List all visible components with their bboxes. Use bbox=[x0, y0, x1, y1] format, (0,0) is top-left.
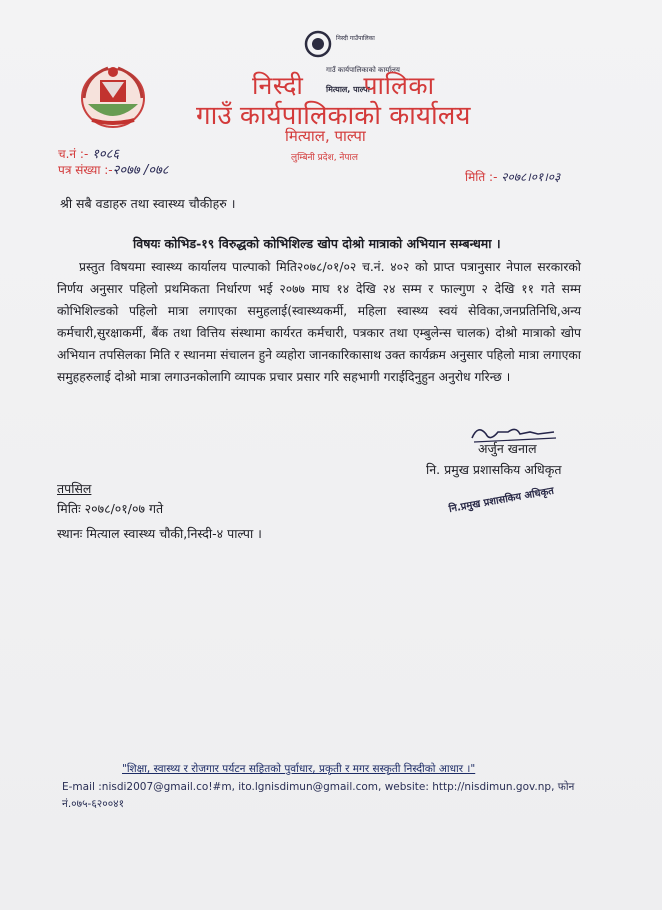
office-title: गाउँ कार्यपालिकाको कार्यालय bbox=[196, 101, 471, 131]
dispatch-number-value: १०८६ bbox=[92, 147, 120, 162]
letter-number bbox=[58, 160, 169, 178]
signer-designation: नि. प्रमुख प्रशासकिय अधिकृत bbox=[426, 462, 562, 477]
subject-line: विषयः कोभिड-१९ विरुद्धको कोभिशिल्ड खोप दोश्रो मात्राको अभियान सम्बन्धमा । bbox=[133, 236, 501, 251]
svg-text:निस्दी गाउँपालिका: निस्दी गाउँपालिका bbox=[336, 35, 375, 42]
footer-contact: E-mail :nisdi2007@gmail.co!#m, ito.lgnisdimun@gmail.com, website: http://nisdimun.gov.np, फोन नं.०७५-६२००४१ bbox=[62, 781, 575, 810]
svg-text:गाउँ कार्यपालिकाको कार्यालय: गाउँ कार्यपालिकाको कार्यालय bbox=[326, 66, 400, 74]
signer-name: अर्जुन खनाल bbox=[478, 441, 537, 456]
letter-number-label: पत्र संख्या :- bbox=[58, 163, 113, 177]
svg-text:नि.प्रमुख प्रशासकिय अधिकृत: नि.प्रमुख प्रशासकिय अधिकृत bbox=[448, 485, 555, 516]
letter-date-label: मिति :- bbox=[465, 170, 498, 184]
svg-text:मित्याल, पाल्पा: मित्याल, पाल्पा bbox=[326, 85, 370, 94]
letter-body: प्रस्तुत विषयमा स्वास्थ्य कार्यालय पाल्पाको मिति२०७८/०१/०२ च.नं. ४०२ को प्राप्त पत्रानुसार नेपाल सरकारको निर्णय अनुसार पहिलो प्रथमिकता निर्धारण भई २०७७ माघ १४ देखि २४ सम्म र फाल्गुण २ देखि ११ गते सम्म कोभिशिल्डको पहिलो मात्रा लगाएका समुहलाई(स्वास्थ्यकर्मी, महिला स्वास्थ्य स्वयं सेविका,जनप्रतिनिधि,अन्य कर्मचारी,सुरक्षाकर्मी, बैंक तथा वित्तिय संस्थामा कार्यरत कर्मचारी, पत्रकार तथा एम्बुलेन्स चालक) दोश्रो मात्राको खोप अभियान तपसिलका मिति र स्थानमा संचालन हुने व्यहोरा जानकारिकासाथ उक्त कार्यक्रम अनुसार पहिलो मात्रा लगाएका समुहहरुलाई दोश्रो मात्रा लगाउनकोलागि व्यापक प्रचार प्रसार गरि सहभागी गराईदिनुहुन अनुरोध गरिन्छ । bbox=[57, 260, 581, 384]
dispatch-number-label: च.नं :- bbox=[58, 147, 89, 161]
footer-motto: "शिक्षा, स्वास्थ्य र रोजगार पर्यटन सहितको पुर्वाधार, प्रकृती र मगर सस्कृती निस्दीको आधार ।" bbox=[122, 763, 476, 775]
office-name-suffix: पालिका bbox=[363, 71, 435, 100]
schedule-date: मितिः २०७८/०१/०७ गते bbox=[57, 501, 164, 516]
office-location: मित्याल, पाल्पा bbox=[285, 127, 366, 145]
letter-number-value: २०७७ /०७८ bbox=[112, 163, 169, 178]
letter-date-value: २०७८।०१।०३ bbox=[501, 170, 561, 184]
office-name-prefix: निस्दी bbox=[252, 71, 304, 100]
office-province: लुम्बिनी प्रदेश, नेपाल bbox=[291, 153, 358, 163]
addressee: श्री सबै वडाहरु तथा स्वास्थ्य चौकीहरु । bbox=[60, 196, 236, 211]
nepal-emblem-icon bbox=[78, 62, 148, 130]
schedule-heading: तपसिल bbox=[57, 481, 92, 496]
designation-stamp bbox=[445, 470, 567, 516]
letter-date bbox=[465, 168, 560, 185]
schedule-place: स्थानः मित्याल स्वास्थ्य चौकी,निस्दी-४ पाल्पा । bbox=[57, 526, 262, 541]
